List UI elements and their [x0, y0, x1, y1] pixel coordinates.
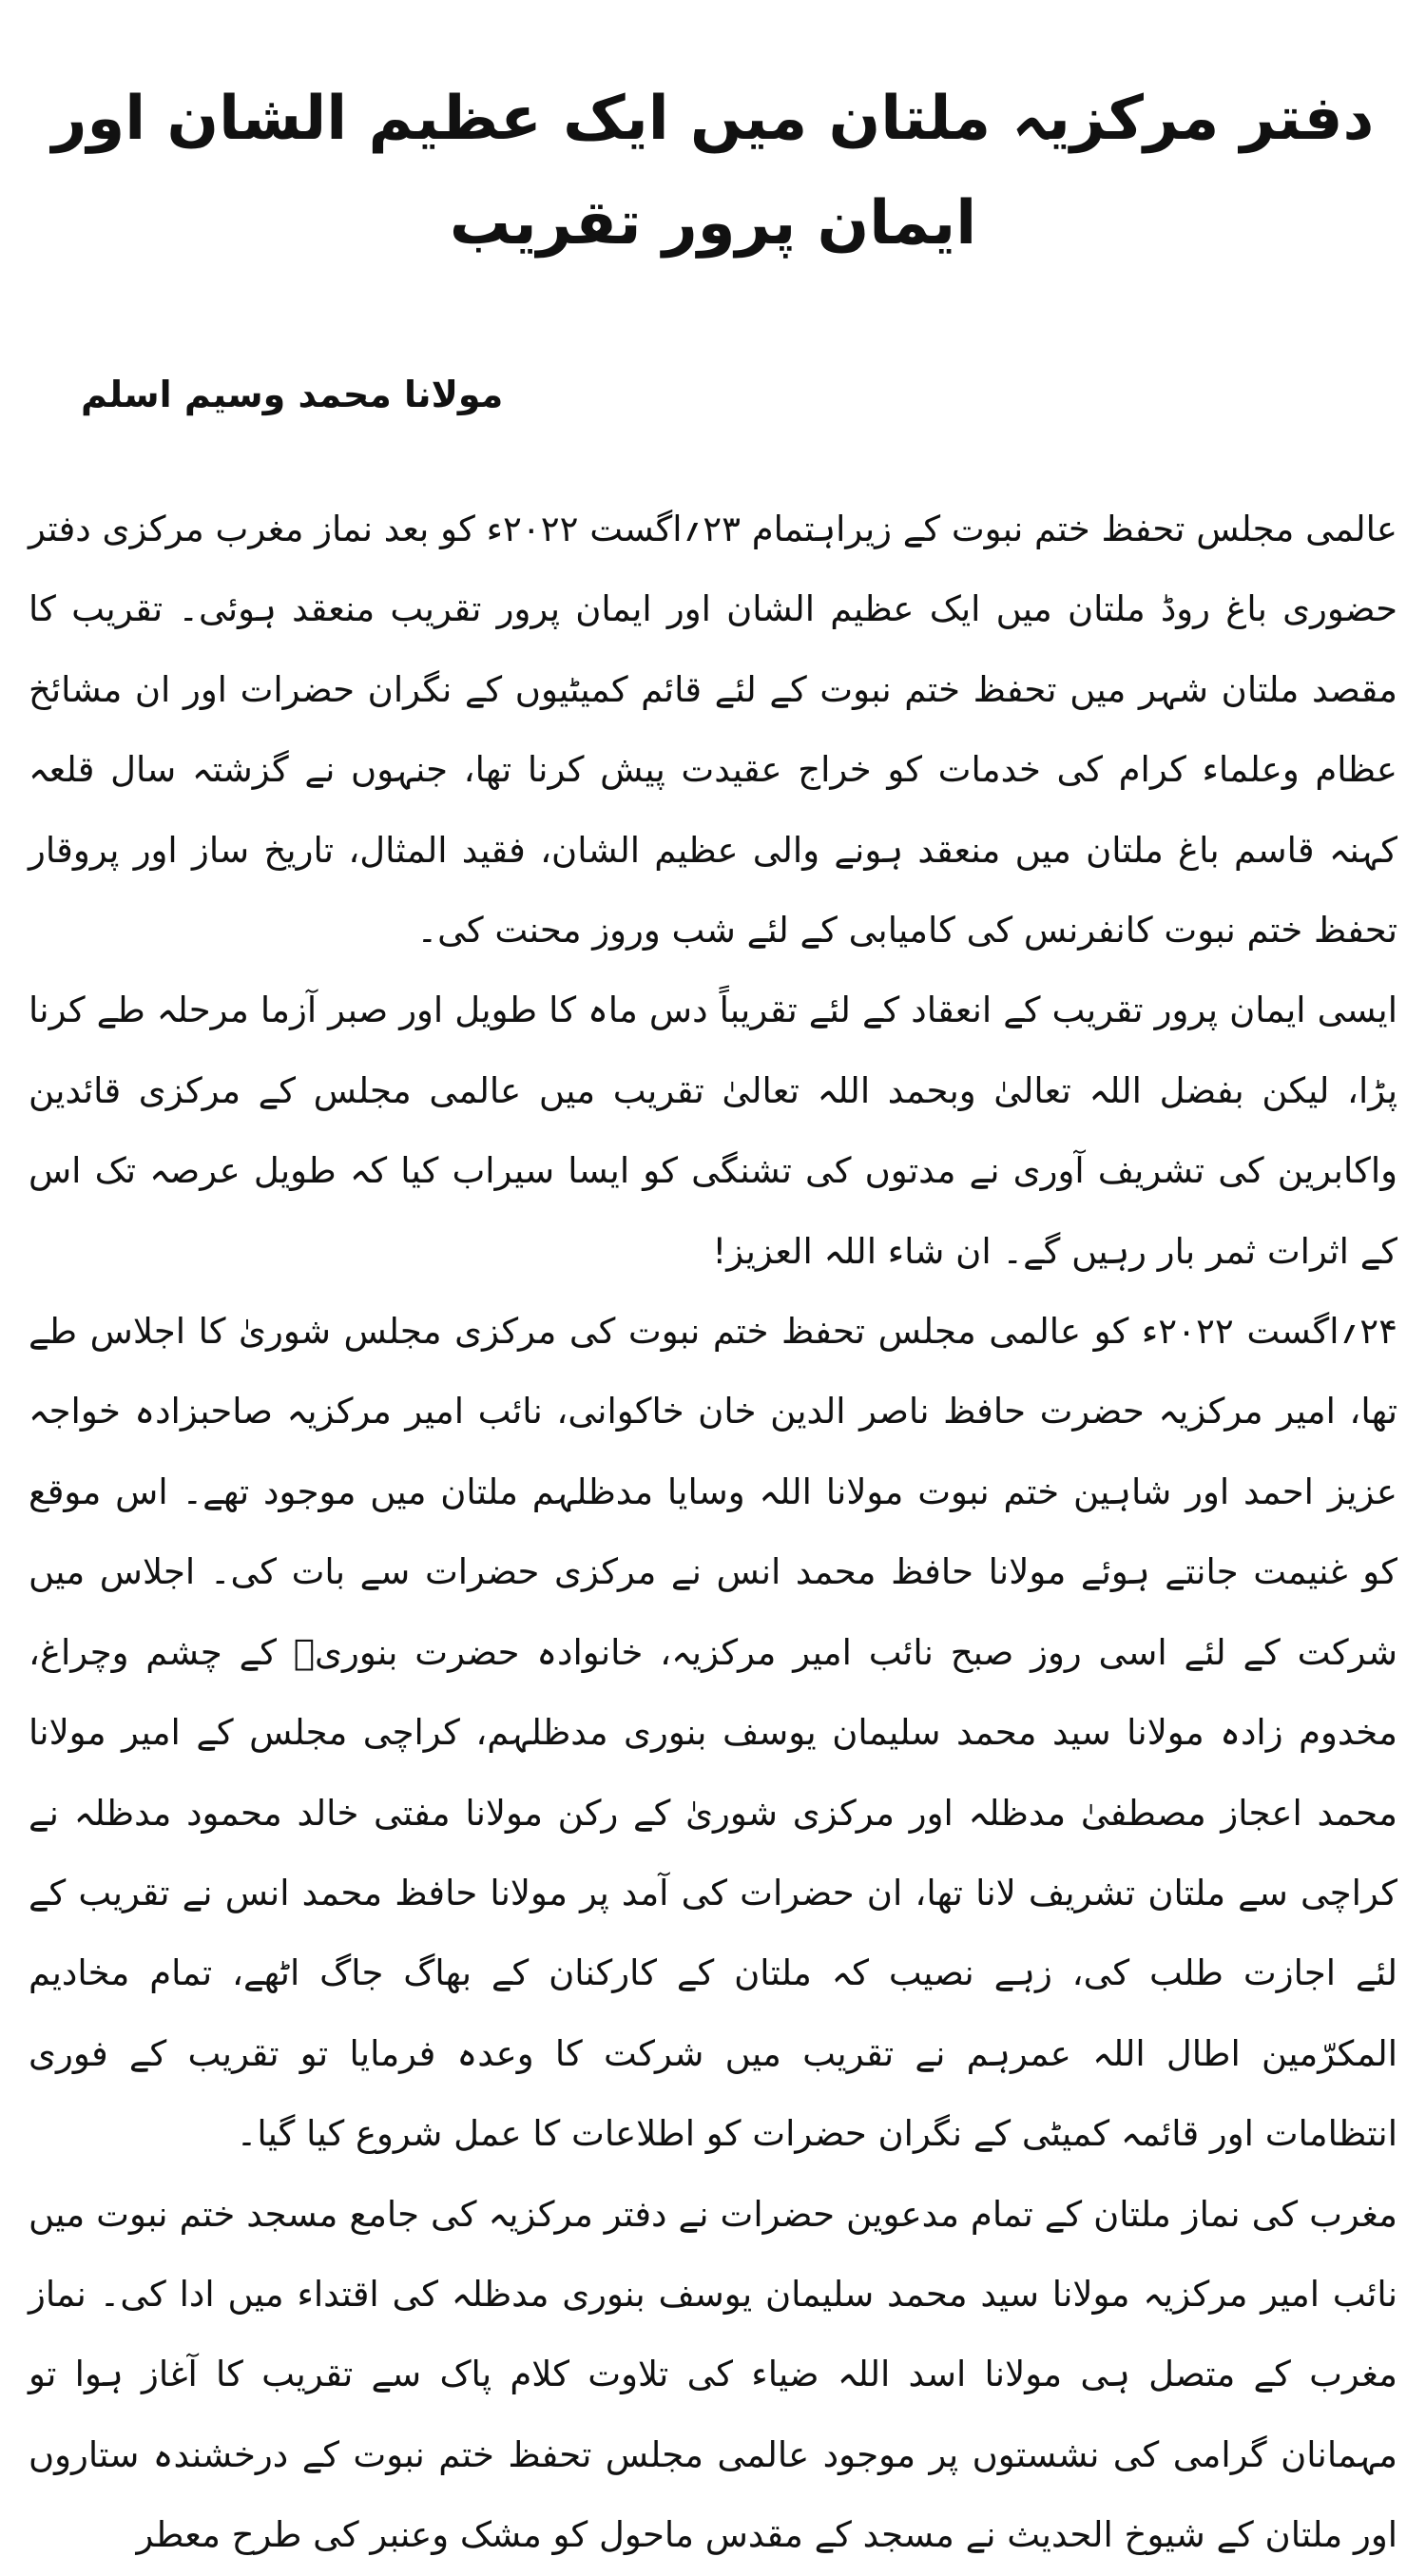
- author-row: [29, 276, 1397, 423]
- paragraph-3: ۲۴؍اگست ۲۰۲۲ء کو عالمی مجلس تحفظ ختم نبوت کی مرکزی مجلس شوریٰ کا اجلاس طے تھا، امیر مرکزیہ حضرت حافظ ناصر الدین خان خاکوانی، نائب امیر مرکزیہ صاحبزادہ خواجہ عزیز احمد اور شاہین ختم نبوت مولانا اللہ وسایا مدظلہم ملتان میں موجود تھے۔ اس موقع کو غنیمت جانتے ہوئے مولانا حافظ محمد انس نے مرکزی حضرات سے بات کی۔ اجلاس میں شرکت کے لئے اسی روز صبح نائب امیر مرکزیہ، خانوادہ حضرت بنوریؒ کے چشم وچراغ، مخدوم زادہ مولانا سید محمد سلیمان یوسف بنوری مدظلہم، کراچی مجلس کے امیر مولانا محمد اعجاز مصطفیٰ مدظلہ اور مرکزی شوریٰ کے رکن مولانا مفتی خالد محمود مدظلہ نے کراچی سے ملتان تشریف لانا تھا، ان حضرات کی آمد پر مولانا حافظ محمد انس نے تقریب کے لئے اجازت طلب کی، زہے نصیب کہ ملتان کے کارکنان کے بھاگ جاگ اٹھے، تمام مخادیم المکرّمین اطال اللہ عمرہم نے تقریب میں شرکت کا وعدہ فرمایا تو تقریب کے فوری انتظامات اور قائمہ کمیٹی کے نگران حضرات کو اطلاعات کا عمل شروع کیا گیا۔: [29, 1311, 1397, 2155]
- paragraph-2: ایسی ایمان پرور تقریب کے انعقاد کے لئے تقریباً دس ماہ کا طویل اور صبر آزما مرحلہ طے کرنا پڑا، لیکن بفضل اللہ تعالیٰ وبحمد اللہ تعالیٰ تقریب میں عالمی مجلس کے مرکزی قائدین واکابرین کی تشریف آوری نے مدتوں کی تشنگی کو ایسا سیراب کیا کہ طویل عرصہ تک اس کے اثرات ثمر بار رہیں گے۔ ان شاء اللہ العزیز!: [29, 990, 1397, 1272]
- article-body: [29, 490, 1397, 2576]
- paragraph-4: مغرب کی نماز ملتان کے تمام مدعوین حضرات نے دفتر مرکزیہ کی جامع مسجد ختم نبوت میں نائب امیر مرکزیہ مولانا سید محمد سلیمان یوسف بنوری مدظلہ کی اقتداء میں ادا کی۔ نماز مغرب کے متصل ہی مولانا اسد اللہ ضیاء کی تلاوت کلام پاک سے تقریب کا آغاز ہوا تو مہمانان گرامی کی نشستوں پر موجود عالمی مجلس تحفظ ختم نبوت کے درخشندہ ستاروں اور ملتان کے شیوخ الحدیث نے مسجد کے مقدس ماحول کو مشک وعنبر کی طرح معطر: [29, 2193, 1397, 2556]
- article-author: مولانا محمد وسیم اسلم: [81, 374, 504, 415]
- paragraph-1: عالمی مجلس تحفظ ختم نبوت کے زیراہتمام ۲۳؍اگست ۲۰۲۲ء کو بعد نماز مغرب مرکزی دفتر حضوری باغ روڈ ملتان میں ایک عظیم الشان اور ایمان پرور تقریب منعقد ہوئی۔ تقریب کا مقصد ملتان شہر میں تحفظ ختم نبوت کے لئے قائم کمیٹیوں کے نگران حضرات اور ان مشائخ عظام وعلماء کرام کی خدمات کو خراج عقیدت پیش کرنا تھا، جنہوں نے گزشتہ سال قلعہ کہنہ قاسم باغ ملتان میں منعقد ہونے والی عظیم الشان، فقید المثال، تاریخ ساز اور پروقار تحفظ ختم نبوت کانفرنس کی کامیابی کے لئے شب وروز محنت کی۔: [29, 509, 1397, 952]
- article-title: دفتر مرکزیہ ملتان میں ایک عظیم الشان اور ایمان پرور تقریب: [51, 84, 1375, 259]
